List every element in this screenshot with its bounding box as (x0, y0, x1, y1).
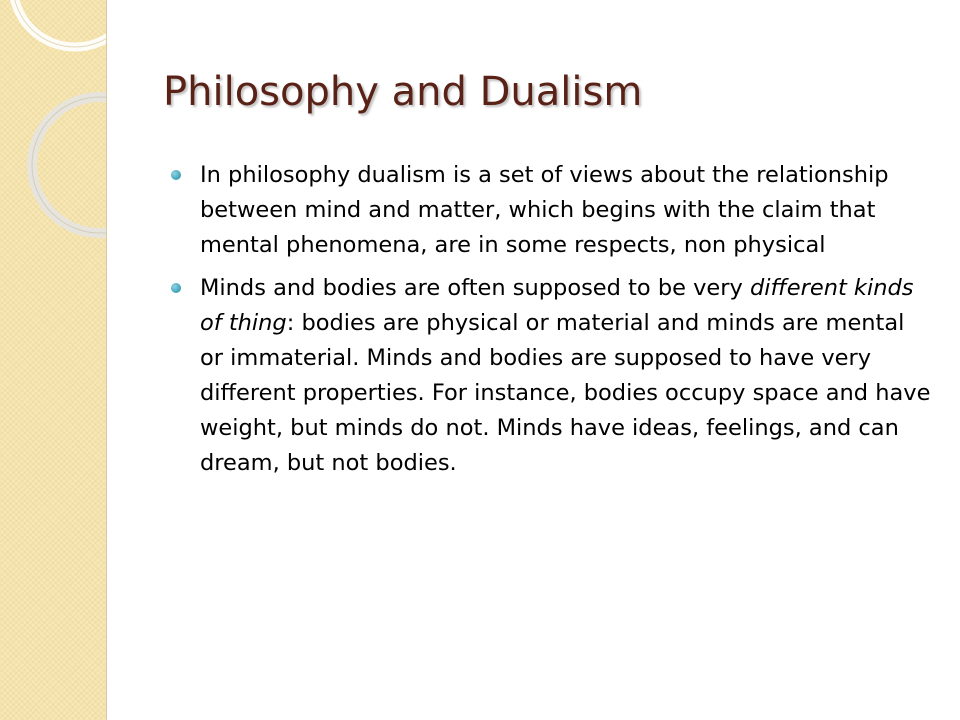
bullet-text-start: Minds and bodies are often supposed to be very (200, 275, 750, 301)
bullet-text: In philosophy dualism is a set of views about the relationship between mind and matter, which begins with the claim that mental phenomena, are in some respects, non physical (200, 162, 889, 258)
bullet-list (163, 158, 933, 489)
bullet-item-minds-and-bodies (163, 271, 933, 481)
slide-title: Philosophy and Dualism (163, 69, 643, 115)
decorative-circles (0, 0, 106, 720)
bullet-dot-icon (171, 170, 181, 180)
bullet-text-emphasis: different kinds of thing (200, 275, 914, 336)
decorative-side-band (0, 0, 107, 720)
bullet-item-dualism-definition (163, 158, 933, 263)
bullet-text-end: : bodies are physical or material and minds are mental or immaterial. Minds and bodies are supposed to have very different properties. For instance, bodies occupy space and have weight, but minds do not. Minds have ideas, feelings, and can dream, but not bodies. (200, 310, 931, 476)
bullet-dot-icon (171, 283, 181, 293)
